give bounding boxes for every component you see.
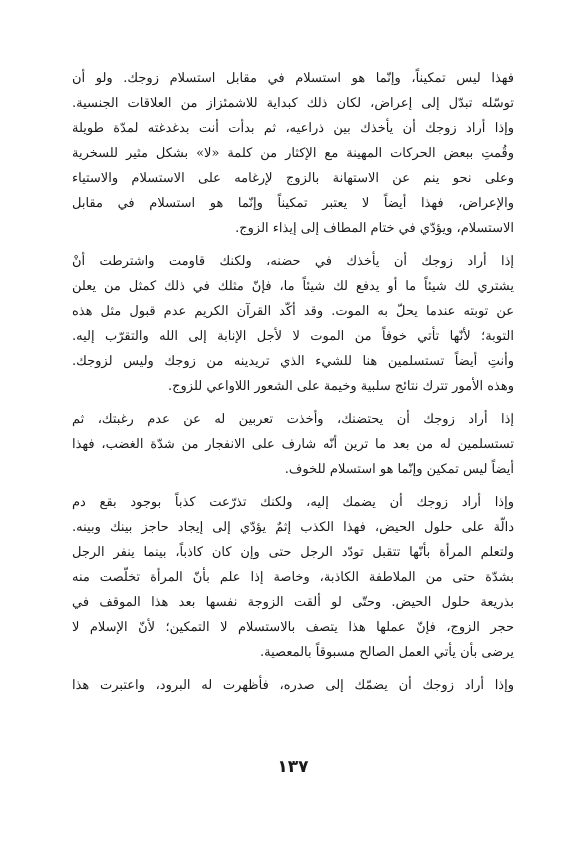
text-line: توسّله تبدّل إلى إعراض، لكان ذلك كبداية للاشمئزاز من العلاقات الجنسية. <box>72 96 514 111</box>
text-line: الاستسلام، ويؤدّي في ختام المطاف إلى إيذاء الزوج. <box>235 221 514 236</box>
paragraph-4 <box>72 490 514 665</box>
text-line: التوبة؛ لأنّها تأتي خوفاً من الموت لا لأجل الإنابة إلى الله والتقرّب إليه. <box>72 329 514 344</box>
body-text <box>72 66 514 706</box>
text-line: وإذا أراد زوجك أن يأخذك بين ذراعيه، ثم بدأت أنت بدغدغته لمدّة طويلة <box>72 121 514 136</box>
text-line: وهذه الأمور تترك نتائج سلبية وخيمة على الشعور اللاواعي للزوج. <box>168 379 514 394</box>
page-number: ١٣٧ <box>277 757 309 777</box>
paragraph-3 <box>72 407 514 482</box>
text-line: والإعراض، فهذا أيضاً لا يعتبر تمكيناً وإنّما هو استسلام في مقابل <box>72 196 514 211</box>
text-line: يرضى بأن يأتي العمل الصالح مسبوقاً بالمعصية. <box>260 645 514 660</box>
paragraph-2 <box>72 249 514 399</box>
text-line: وأنتِ أيضاً تستسلمين هنا للشيء الذي تريدينه من زوجك وليس لزوجك. <box>72 354 514 369</box>
text-line: إذا أراد زوجك أن يأخذك في حضنه، ولكنك قاومت واشترطت أنْ <box>72 254 514 269</box>
paragraph-5 <box>72 673 514 698</box>
text-line: بشدّة حتى من الملاطفة الكاذبة، وخاصة إذا علم بأنّ المرأة تخلّصت منه <box>72 570 514 585</box>
text-line: تستسلمين له من بعد ما ترين أنّه شارف على الانفجار من شدّة الغضب، فهذا <box>72 437 514 452</box>
text-line: أيضاً ليس تمكين وإنّما هو استسلام للخوف. <box>284 462 514 477</box>
text-line: وعلى نحو ينم عن الاستهانة بالزوج لإرغامه على الاستسلام والاستياء <box>72 171 514 186</box>
text-line: وإذا أراد زوجك أن يضمك إليه، ولكنك تذرّعت كذباً بوجود بقع دم <box>72 495 514 510</box>
text-line: حجر الزوج، فإنّ عملها هذا يتصف بالاستسلام لا التمكين؛ لأنّ الإسلام لا <box>72 620 514 635</box>
text-line: بذريعة حلول الحيض. وحتّى لو ألقت الزوجة نفسها بعد هذا الموقف في <box>72 595 514 610</box>
text-line: دالّة على حلول الحيض، فهذا الكذب إثمٌ يؤدّي إلى إيجاد حاجز بينك وبينه. <box>72 520 514 535</box>
text-line: يشتري لك شيئاً ما أو يدفع لك شيئاً ما، فإنّ مثلك في ذلك كمثل من يعلن <box>72 279 514 294</box>
paragraph-1 <box>72 66 514 241</box>
text-line: وقُمتِ ببعض الحركات المهينة مع الإكثار من كلمة «لا» بشكل مثير للسخرية <box>72 146 514 161</box>
text-line: فهذا ليس تمكيناً، وإنّما هو استسلام في مقابل استسلام زوجك. ولو أن <box>72 71 514 86</box>
text-line: عن توبته عندما يحلّ به الموت. وقد أكّد القرآن الكريم عدم قبول مثل هذه <box>72 304 514 319</box>
text-line: ولتعلم المرأة بأنّها تتقبل تودّد الرجل حتى وإن كان كاذباً، بينما ينفر الرجل <box>72 545 514 560</box>
text-line: وإذا أراد زوجك أن يضمّك إلى صدره، فأظهرت له البرود، واعتبرت هذا <box>72 678 514 693</box>
text-line: إذا أراد زوجك أن يحتضنك، وأخذت تعربين له عن عدم رغبتك، ثم <box>72 412 514 427</box>
